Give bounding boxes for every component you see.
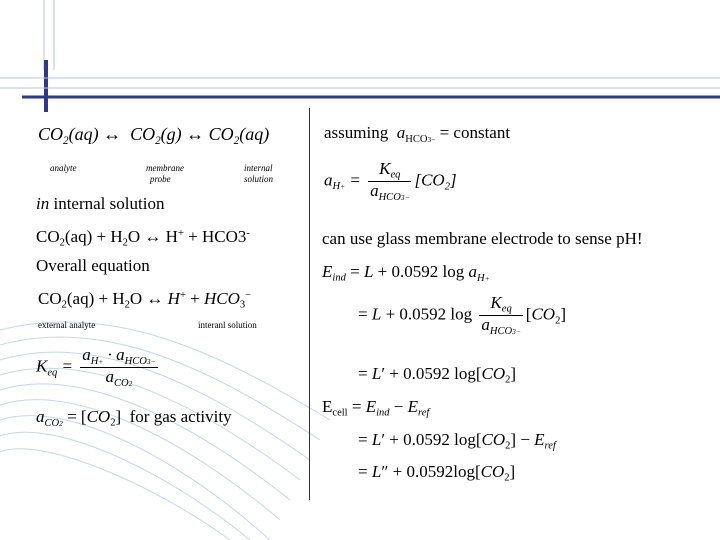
assuming-constant: assuming $a_{HCO3-}$ = constant [324, 123, 511, 145]
ecell-line-2: = L′ + 0.0592 $\log[CO_2] - E_{ref}$ [358, 430, 556, 452]
label-analyte: analyte [50, 163, 77, 173]
label-solution: solution [244, 174, 274, 184]
keq-expression: $K_{eq}$ = $\frac{a_{H+} \cdot a_{HCO3-}}{a_{CO2}}$ [36, 345, 156, 389]
overall-equation: $CO_2(aq) + H_2O$ ↔ $H^+ + HCO_3^-$ [38, 289, 252, 311]
label-membrane: membrane [146, 163, 184, 173]
glass-electrode-note: can use glass membrane electrode to sense pH! [322, 229, 643, 248]
eind-line-3: = L′ + 0.0592 $\log[CO_2]$ [358, 364, 517, 386]
corner-accent-lines [0, 0, 720, 112]
ecell-line-3: = $L'' + 0.0592\log[CO_2]$ [358, 462, 516, 484]
label-external-analyte: external analyte [38, 320, 96, 330]
eind-line-2: = L + 0.0592 log $\frac{K_{eq}}{a_{HCO3-}}$ $[CO_2]$ [358, 293, 567, 337]
eind-line-1: $E_{ind} = L + 0.0592$ $\log a_{H+}$ [322, 262, 490, 284]
overall-equation-heading: Overall equation [36, 256, 150, 275]
co2-equilibrium-equation: $CO_2(aq)$ ↔ $CO_2(g)$ ↔ $CO_2(aq)$ [38, 124, 270, 147]
gas-activity-expression: $a_{CO2} = [CO_2]$ for gas activity [36, 407, 232, 429]
ecell-line-1: $E_{cell} = E_{ind} - E_{ref}$ [322, 397, 430, 419]
column-divider [309, 108, 310, 500]
in-internal-solution: in internal solution [36, 194, 165, 213]
label-probe: probe [150, 174, 171, 184]
label-internal: internal [244, 163, 273, 173]
label-internal-solution: interanl solution [198, 320, 257, 330]
ah-expression: $a_{H+}$ = $\frac{K_{eq}}{a_{HCO3-}}$ $[CO_2]$ [324, 159, 457, 203]
internal-equilibrium-equation: $CO_2(aq) + H_2O$ ↔ H+ + HCO3- [36, 227, 250, 249]
